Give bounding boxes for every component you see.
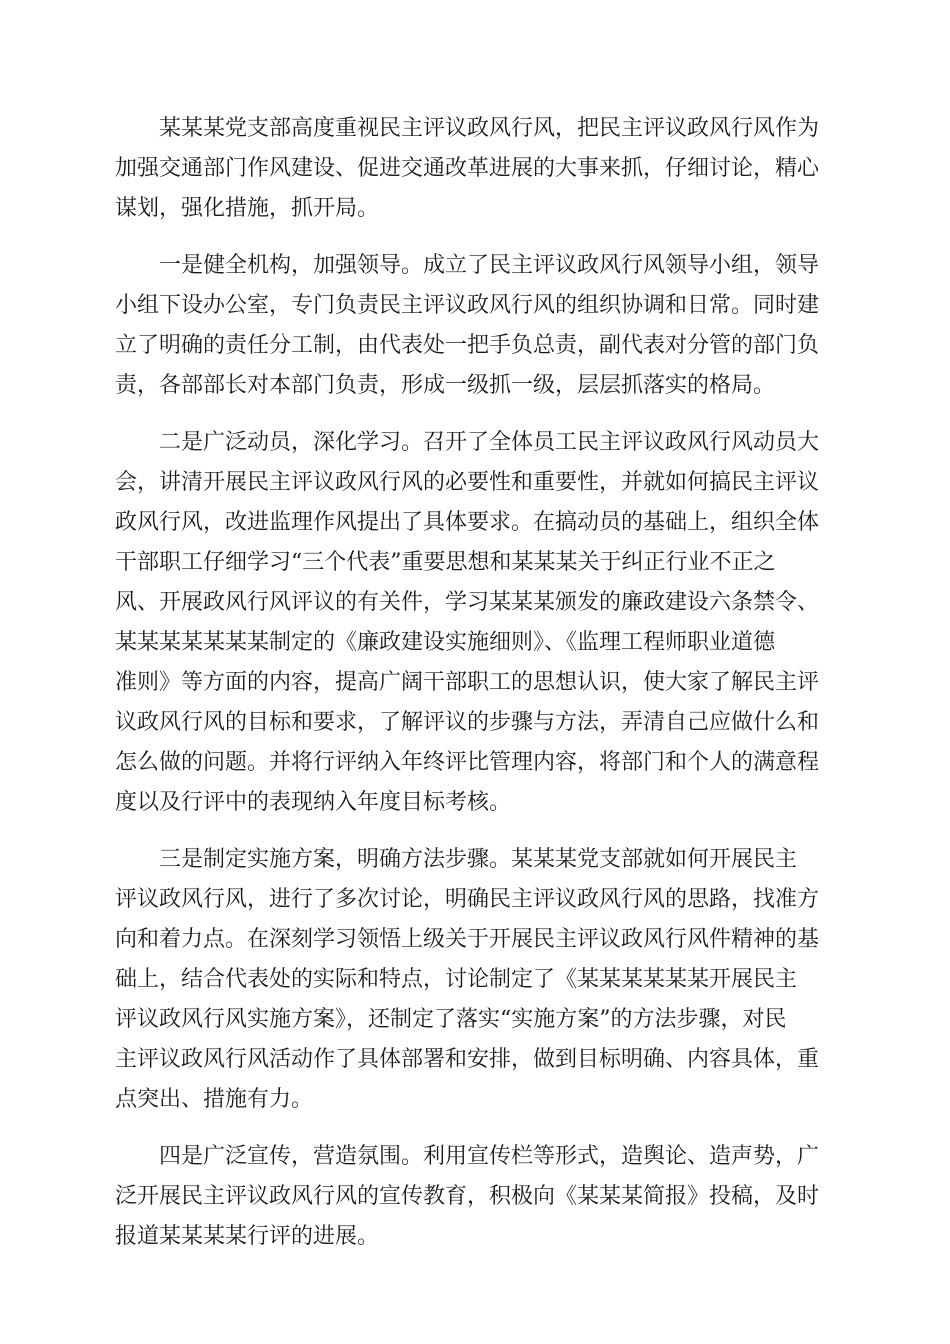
text-line: 某某某某某某某制定的《廉政建设实施细则》、《监理工程师职业道德 — [115, 630, 776, 655]
paragraph-point-2 — [115, 423, 835, 823]
text-line: 评议政风行风实施方案》，还制定了落实“实施方案”的方法步骤，对民 — [115, 1007, 787, 1032]
document-body — [115, 109, 835, 1274]
text-line: 评议政风行风，进行了多次讨论，明确民主评议政风行风的思路，找准方 — [115, 887, 820, 912]
text-line: 四是广泛宣传，营造氛围。利用宣传栏等形式，造舆论、造声势，广 — [159, 1144, 820, 1169]
text-line: 准则》等方面的内容，提高广阔干部职工的思想认识，使大家了解民主评 — [115, 670, 820, 695]
text-line: 点突出、措施有力。 — [115, 1087, 314, 1112]
text-line: 向和着力点。在深刻学习领悟上级关于开展民主评议政风行风件精神的基 — [115, 927, 820, 952]
text-line: 础上，结合代表处的实际和特点，讨论制定了《某某某某某某开展民主 — [115, 967, 798, 992]
text-line: 二是广泛动员，深化学习。召开了全体员工民主评议政风行风动员大 — [159, 430, 820, 455]
text-line: 会，讲清开展民主评议政风行风的必要性和重要性，并就如何搞民主评议 — [115, 470, 820, 495]
text-line: 怎么做的问题。并将行评纳入年终评比管理内容，将部门和个人的满意程 — [115, 750, 820, 775]
text-line: 报道某某某某行评的进展。 — [115, 1224, 380, 1249]
text-line: 干部职工仔细学习“三个代表”重要思想和某某某关于纠正行业不正之 — [115, 550, 776, 575]
text-line: 谋划，强化措施，抓开局。 — [115, 196, 380, 221]
paragraph-point-4 — [115, 1137, 835, 1257]
text-line: 主评议政风行风活动作了具体部署和安排，做到目标明确、内容具体，重 — [115, 1047, 820, 1072]
paragraph-point-1 — [115, 246, 835, 406]
text-line: 立了明确的责任分工制，由代表处一把手负总责，副代表对分管的部门负 — [115, 333, 820, 358]
text-line: 泛开展民主评议政风行风的宣传教育，积极向《某某某简报》投稿，及时 — [115, 1184, 820, 1209]
text-line: 责，各部部长对本部门负责，形成一级抓一级，层层抓落实的格局。 — [115, 373, 776, 398]
text-line: 度以及行评中的表现纳入年度目标考核。 — [115, 790, 512, 815]
text-line: 议政风行风的目标和要求，了解评议的步骤与方法，弄清自己应做什么和 — [115, 710, 820, 735]
text-line: 某某某党支部高度重视民主评议政风行风，把民主评议政风行风作为 — [159, 116, 820, 141]
text-line: 加强交通部门作风建设、促进交通改革进展的大事来抓，仔细讨论，精心 — [115, 156, 820, 181]
text-line: 小组下设办公室，专门负责民主评议政风行风的组织协调和日常。同时建 — [115, 293, 820, 318]
text-line: 一是健全机构，加强领导。成立了民主评议政风行风领导小组，领导 — [159, 253, 820, 278]
text-line: 风、开展政风行风评议的有关件，学习某某某颁发的廉政建设六条禁令、 — [115, 590, 820, 615]
text-line: 政风行风，改进监理作风提出了具体要求。在搞动员的基础上，组织全体 — [115, 510, 820, 535]
paragraph-point-3 — [115, 840, 835, 1120]
text-line: 三是制定实施方案，明确方法步骤。某某某党支部就如何开展民主 — [159, 847, 798, 872]
paragraph-intro — [115, 109, 835, 229]
